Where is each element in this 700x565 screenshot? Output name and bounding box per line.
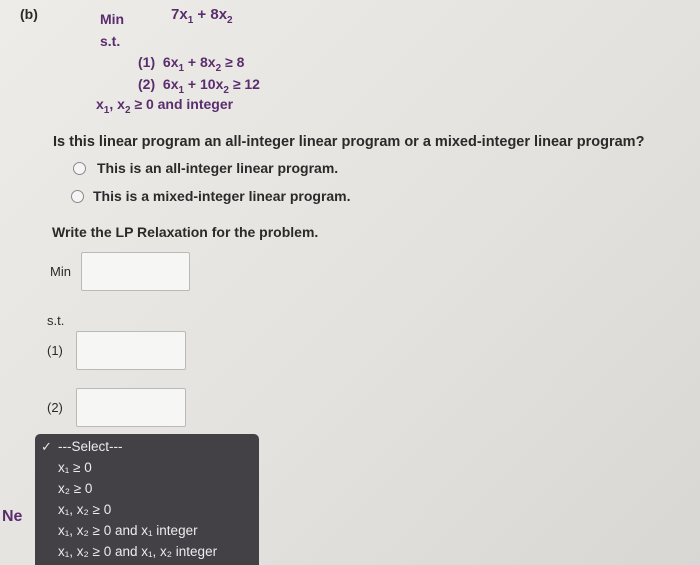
option-mixed-integer-label: This is a mixed-integer linear program. <box>93 188 351 204</box>
objective-input[interactable] <box>81 252 190 291</box>
next-button-partial[interactable]: Ne <box>2 508 23 525</box>
problem-label: (b) <box>20 6 38 22</box>
st-label: s.t. <box>100 33 121 49</box>
relaxation-min-label: Min <box>50 264 71 279</box>
dropdown-option-2[interactable]: x₂ ≥ 0 <box>58 481 93 496</box>
dropdown-option-4[interactable]: x₁, x₂ ≥ 0 and x₁ integer <box>58 523 198 538</box>
relaxation-c1-label: (1) <box>47 343 63 358</box>
question-text: Is this linear program an all-integer linear program or a mixed-integer linear program? <box>53 134 645 150</box>
checkmark-icon: ✓ <box>41 439 52 454</box>
nonnegativity-dropdown[interactable] <box>35 434 259 565</box>
option-all-integer-label: This is an all-integer linear program. <box>97 160 339 176</box>
relaxation-prompt: Write the LP Relaxation for the problem. <box>52 224 319 240</box>
relaxation-c2-label: (2) <box>47 400 63 415</box>
radio-mixed-integer[interactable] <box>71 190 84 203</box>
constraint-2-input[interactable] <box>76 388 186 427</box>
radio-all-integer[interactable] <box>73 162 86 175</box>
min-label: Min <box>100 11 125 27</box>
constraint-1-input[interactable] <box>76 331 186 370</box>
dropdown-option-3[interactable]: x₁, x₂ ≥ 0 <box>58 502 112 517</box>
dropdown-option-1[interactable]: x₁ ≥ 0 <box>58 460 92 475</box>
constraint-2: (2) $6x_1 + 10x_2 \ge 12$ <box>138 76 260 96</box>
dropdown-option-selected[interactable]: ---Select--- <box>58 439 123 454</box>
dropdown-option-5[interactable]: x₁, x₂ ≥ 0 and x₁, x₂ integer <box>58 544 218 559</box>
constraint-1: (1) $6x_1 + 8x_2 \ge 8$ <box>138 54 245 74</box>
objective-function: $7x_1 + 8x_2$ <box>171 6 233 26</box>
nonnegativity-constraint: $x_1$, $x_2 \ge 0$ and integer <box>96 96 234 116</box>
relaxation-st-label: s.t. <box>47 313 65 328</box>
